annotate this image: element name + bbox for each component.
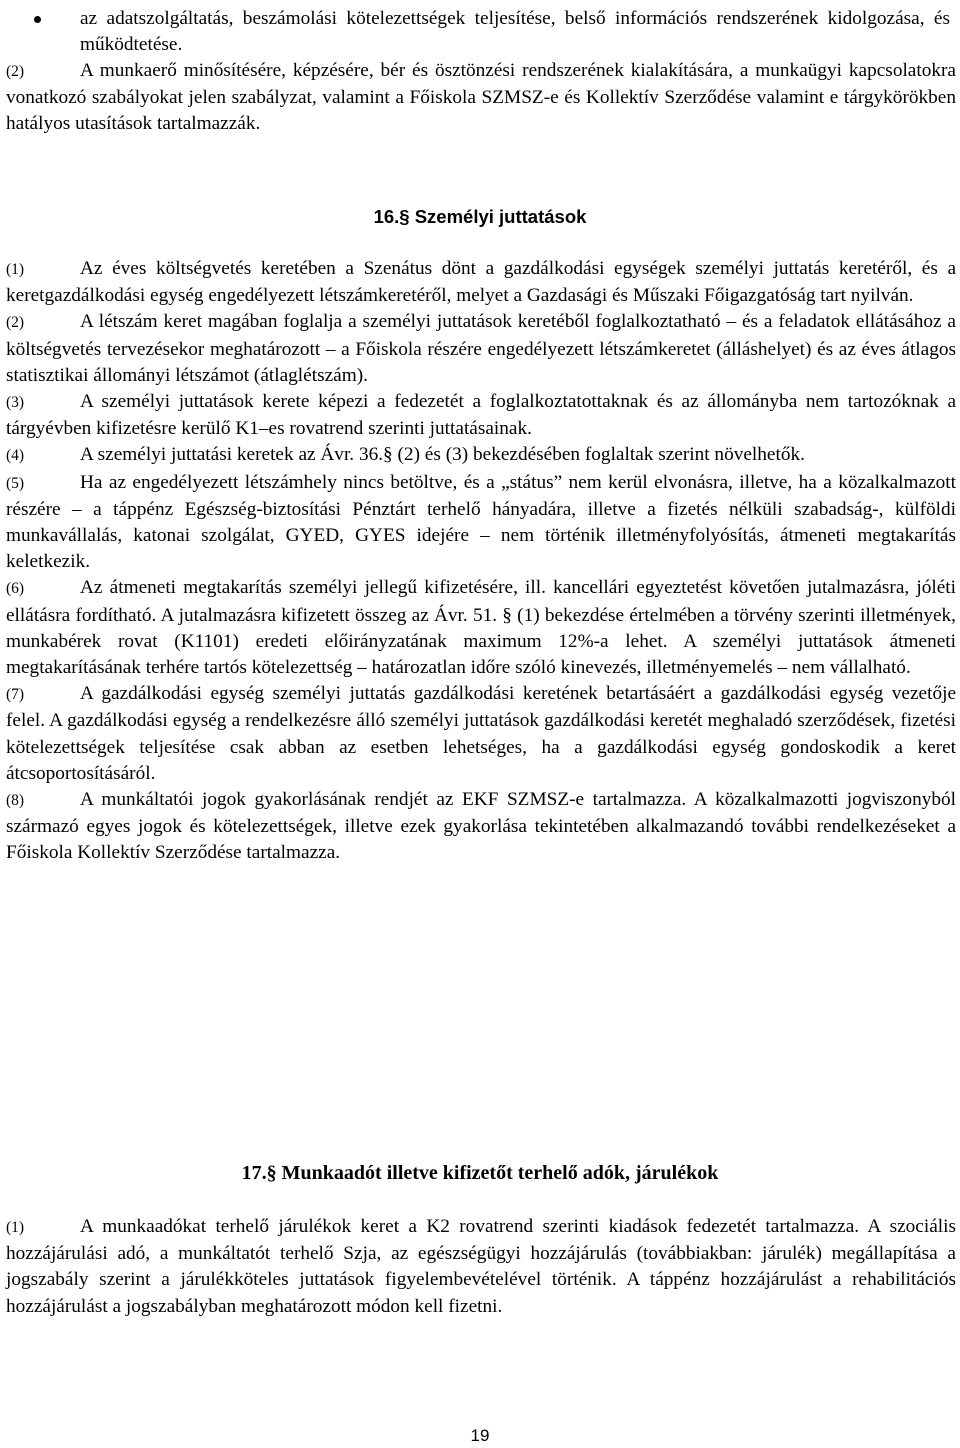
paragraph	[6, 256, 956, 309]
paragraph	[6, 470, 956, 576]
paragraph-text: A személyi juttatások kerete képezi a fedezetét a foglalkoztatottaknak és az állományba nem tartozóknak a tárgyévben kifizetésre kerülő K1–es rovatrend szerinti juttatásainak.	[6, 391, 956, 440]
paragraph-text: Az éves költségvetés keretében a Szenátus dönt a gazdálkodási egységek személyi juttatás keretéről, és a keretgazdálkodási egység engedélyezett létszámkeretéről, melyet a Gazdasági és Műszaki Főigazgatóság tart nyilván.	[6, 258, 956, 307]
bullet-text: az adatszolgáltatás, beszámolási kötelezettségek teljesítése, belső információs rendszerének kidolgozása, és működtetése.	[80, 8, 950, 56]
paragraph-text: A személyi juttatási keretek az Ávr. 36.§ (2) és (3) bekezdésében foglaltak szerint növelhetők.	[80, 444, 805, 466]
paragraph-text: A gazdálkodási egység személyi juttatás gazdálkodási keretének betartásáért a gazdálkodási egység vezetője felel. A gazdálkodási egység a rendelkezésre álló személyi juttatások gazdálkodási keretét meghaladó szerződések, fizetési kötelezettségek teljesítése csak abban az esetben lehetséges, ha a gazdálkodási egység gondoskodik a keret átcsoportosításáról.	[6, 683, 956, 784]
bullet-icon	[34, 16, 41, 23]
bullet-list-item	[0, 6, 950, 58]
page-number: 19	[470, 1426, 490, 1445]
paragraph-text: A létszám keret magában foglalja a személyi juttatások keretéből foglalkoztatható – és a feladatok ellátásához a költségvetés tervezésekor meghatározott – a Főiskola részére engedélyezett létszámkeretet (álláshelyet) és az éves átlagos statisztikai állományi létszámot (átlaglétszám).	[6, 311, 956, 386]
paragraph-number: (8)	[6, 792, 25, 810]
paragraph-text: Az átmeneti megtakarítás személyi jellegű kifizetésére, ill. kancellári egyeztetést követően jutalmazásra, jóléti ellátásra fordítható. A jutalmazásra kifizetett összeg az Ávr. 51. § (1) bekezdése értelmében a törvény szerinti illetmények, munkabérek rovat (K1101) eredeti előirányzatának maximum 12%-a lehet. A személyi juttatások átmeneti megtakarításának terhére tartós kötelezettség – határozatlan időre szóló kinevezés, illetményemelés – nem vállalható.	[6, 577, 956, 679]
paragraph-number: (4)	[6, 447, 25, 465]
paragraph	[6, 309, 956, 389]
paragraph-number: (2)	[6, 63, 25, 80]
paragraph	[6, 575, 956, 681]
paragraph	[6, 1214, 956, 1320]
section-16-heading: 16.§ Személyi juttatások	[373, 206, 587, 227]
paragraph-text: A munkáltatói jogok gyakorlásának rendjét az EKF SZMSZ-e tartalmazza. A közalkalmazotti jogviszonyból származó egyes jogok és kötelezettségek, illetve ezek gyakorlása tekintetében alkalmazandó további rendelkezéseket a Főiskola Kollektív Szerződése tartalmazza.	[6, 789, 956, 864]
paragraph-number: (1)	[6, 1219, 25, 1236]
paragraph-number: (2)	[6, 314, 25, 332]
paragraph	[6, 389, 956, 442]
paragraph-text: A munkaadókat terhelő járulékok keret a K2 rovatrend szerinti kiadások fedezetét tartalmazza. A szociális hozzájárulási adó, a munkáltatót terhelő Szja, az egészségügyi hozzájárulás (továbbiakban: járulék) megállapítása a jogszabály szerint a járulékköteles juttatások figyelembevételével történik. A táppénz hozzájárulást a rehabilitációs hozzájárulást a jogszabályban meghatározott módon kell fizetni.	[6, 1216, 956, 1317]
paragraph-number: (7)	[6, 686, 25, 704]
section-17-heading: 17.§ Munkaadót illetve kifizetőt terhelő adók, járulékok	[241, 1162, 719, 1184]
section-17-body	[6, 1214, 956, 1320]
paragraph	[6, 681, 956, 787]
paragraph-number: (1)	[6, 261, 25, 278]
paragraph-number: (6)	[6, 580, 25, 598]
paragraph	[6, 787, 956, 867]
paragraph-number: (5)	[6, 474, 25, 492]
intro-paragraph	[6, 58, 956, 138]
paragraph-number: (3)	[6, 394, 25, 412]
paragraph	[6, 442, 956, 469]
section-16-body	[6, 256, 956, 867]
paragraph-text: Ha az engedélyezett létszámhely nincs betöltve, és a „státus” nem kerül elvonásra, illetve, ha a közalkalmazott részére – a táppénz Egészség-biztosítási Pénztárt terhelő hányadára, illetve a fizetés nélküli szabadság-, külföldi munkavállalás, katonai szolgálat, GYED, GYES idejére – nem történik illetményfolyósítás, átmeneti megtakarítás keletkezik.	[6, 471, 956, 573]
paragraph-text: A munkaerő minősítésére, képzésére, bér és ösztönzési rendszerének kialakítására, a munkaügyi kapcsolatokra vonatkozó szabályokat jelen szabályzat, valamint a Főiskola SZMSZ-e és Kollektív Szerződése valamint e tárgykörökben hatályos utasítások tartalmazzák.	[6, 60, 956, 135]
